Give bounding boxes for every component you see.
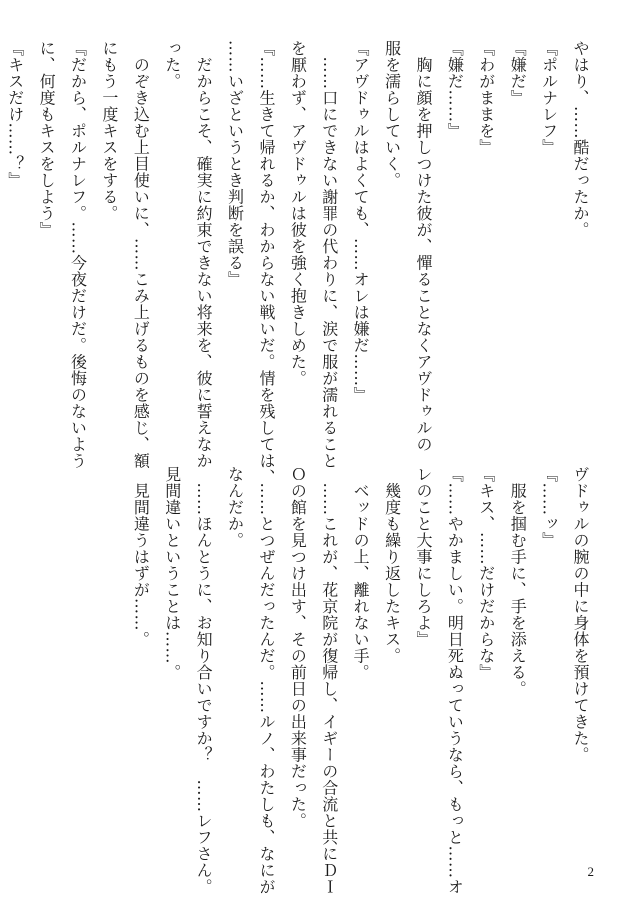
text-line: 『ポルナレフ』 [539,40,559,156]
text-line: 見間違いということは……。 [162,466,182,681]
text-line: のぞき込む上目使いに、……こみ上げるものを感じ、額 [131,40,151,469]
text-line: ……口にできない謝罪の代わりに、涙で服が濡れること [319,40,339,469]
text-line: ……とつぜんだったんだ。……ルノ、わたしも、なにが [256,466,276,895]
text-line: 『アヴドゥルはよくても、……オレは嫌だ……』 [351,40,371,403]
text-line: 胸に顔を押しつけた彼が、憚ることなくアヴドゥルの [413,40,433,453]
text-line: 服を濡らしていく。 [382,40,402,189]
upper-text-block [5,40,596,486]
text-line: Ｏの館を見つけ出す、その前日の出来事だった。 [288,466,308,829]
text-line: ……これが、花京院が復帰し、イギーの合流と共にＤＩ [319,466,339,895]
page-number: 2 [587,864,594,879]
text-line: 『わがままを』 [476,40,496,156]
text-line: 『キスだけ……？』 [5,40,25,189]
text-line: 見間違うはずが……。 [131,466,151,648]
text-line: なんだか。 [225,466,245,549]
text-line: 幾度も繰り返したキス。 [382,466,402,664]
text-line: 『嫌だ』 [508,40,528,106]
text-line: 『……ッ』 [539,466,559,549]
text-line: やはり、……酷だったか。 [571,40,590,238]
lower-text-block [44,466,596,895]
text-line: 『キス、……だけだからな』 [476,466,496,681]
text-line: ヴドゥルの腕の中に身体を預けてきた。 [571,466,590,763]
text-line: ……いざというとき判断を誤る』 [225,40,245,288]
text-line: レのこと大事にしろよ』 [413,466,433,648]
text-line: 服を掴む手に、手を添える。 [508,466,528,697]
text-line: を厭わず、アヴドゥルは彼を強く抱きしめた。 [288,40,308,387]
text-line: 『……生きて帰れるか、わからない戦いだ。情を残しては、 [256,40,276,486]
text-line: 『だから、ポルナレフ。……今夜だけだ。後悔のないよう [68,40,88,469]
text-line: 『嫌だ……』 [445,40,465,139]
text-line: ……ほんとうに、お知り合いですか？ ……レフさん。 [194,466,214,895]
text-line: だからこそ、確実に約束できない将来を、彼に誓えなか [194,40,214,469]
text-line: ベッドの上、離れない手。 [351,466,371,681]
text-line: に、何度もキスをしよう』 [37,40,57,238]
text-line: った。 [162,40,182,90]
text-line: 『……やかましい。明日死ぬっていうなら、もっと……オ [445,466,465,895]
text-line: にもう一度キスをする。 [99,40,119,222]
